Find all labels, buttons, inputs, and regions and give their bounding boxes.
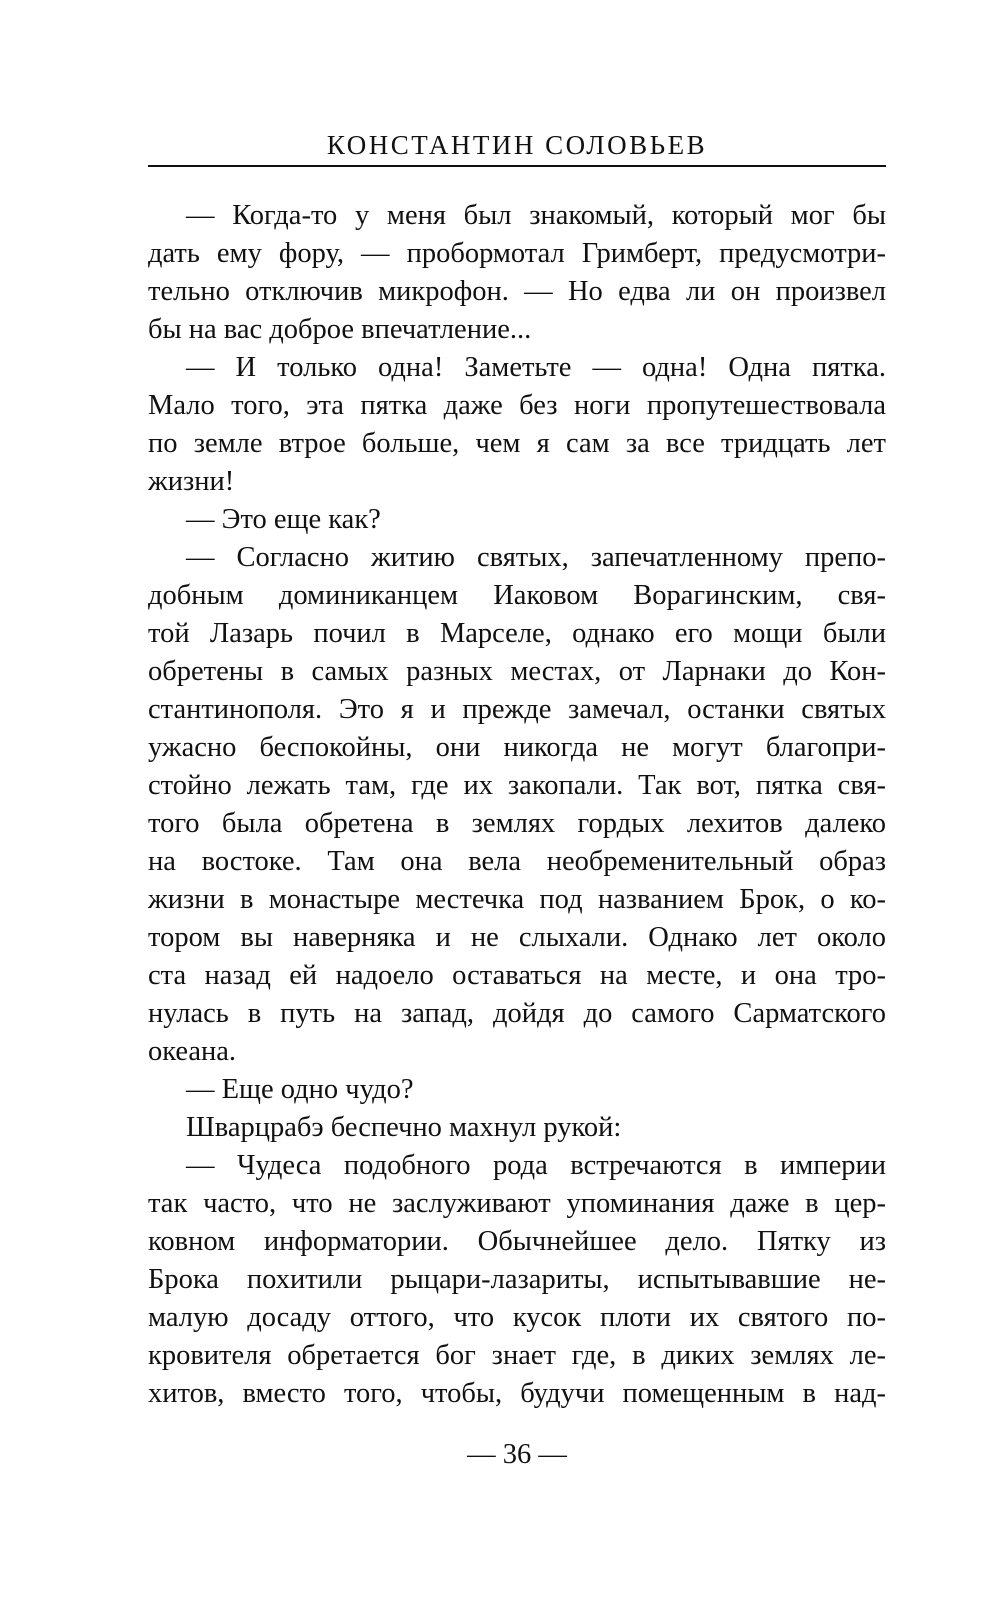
text-line: добным доминиканцем Иаковом Ворагинским, свя- [148,580,886,611]
text-line: тором вы наверняка и не слыхали. Однако лет около [148,922,886,953]
text-line: Мало того, эта пятка даже без ноги пропутешествовала [148,390,886,421]
text-line: на востоке. Там она вела необременительный образ [148,846,886,877]
text-line: Шварцрабэ беспечно махнул рукой: [186,1112,622,1143]
text-line: той Лазарь почил в Марселе, однако его мощи были [148,618,886,649]
text-line: бы на вас доброе впечатление... [148,314,532,345]
body-text [148,197,886,1413]
text-line: жизни! [148,466,235,497]
text-line: хитов, вместо того, чтобы, будучи помещенным в над- [148,1378,886,1409]
running-head: КОНСТАНТИН СОЛОВЬЕВ [326,130,708,160]
text-line: жизни в монастыре местечка под названием Брок, о ко- [148,884,886,915]
text-line: ужасно беспокойны, они никогда не могут благопри- [148,732,886,763]
text-line: — Это еще как? [186,504,381,535]
text-line: малую досаду оттого, что кусок плоти их святого по- [148,1302,886,1333]
text-line: по земле втрое больше, чем я сам за все тридцать лет [148,428,886,459]
text-line: стойно лежать там, где их закопали. Так вот, пятка свя- [148,770,886,801]
text-line: ста назад ей надоело оставаться на месте, и она тро- [148,960,886,991]
header-rule [148,165,886,167]
text-line: так часто, что не заслуживают упоминания даже в цер- [148,1188,886,1219]
text-line: тельно отключив микрофон. — Но едва ли он произвел [148,276,886,307]
text-line: — И только одна! Заметьте — одна! Одна пятка. [186,352,886,383]
page-number: — 36 — [467,1439,567,1470]
text-line: океана. [148,1036,237,1067]
text-line: обретены в самых разных местах, от Ларнаки до Кон- [148,656,886,687]
text-line: стантинополя. Это я и прежде замечал, останки святых [148,694,886,725]
text-line: нулась в путь на запад, дойдя до самого Сарматского [148,998,886,1029]
text-line: — Когда-то у меня был знакомый, который мог бы [186,200,886,231]
text-line: — Согласно житию святых, запечатленному препо- [186,542,886,573]
text-line: Брока похитили рыцари-лазариты, испытывавшие не- [148,1264,886,1295]
text-line: кровителя обретается бог знает где, в диких землях ле- [148,1340,886,1371]
text-line: — Чудеса подобного рода встречаются в империи [186,1150,886,1181]
text-line: того была обретена в землях гордых лехитов далеко [148,808,886,839]
text-line: дать ему фору, — пробормотал Гримберт, предусмотри- [148,238,886,269]
text-line: — Еще одно чудо? [186,1074,414,1105]
text-line: ковном информатории. Обычнейшее дело. Пятку из [148,1226,886,1257]
